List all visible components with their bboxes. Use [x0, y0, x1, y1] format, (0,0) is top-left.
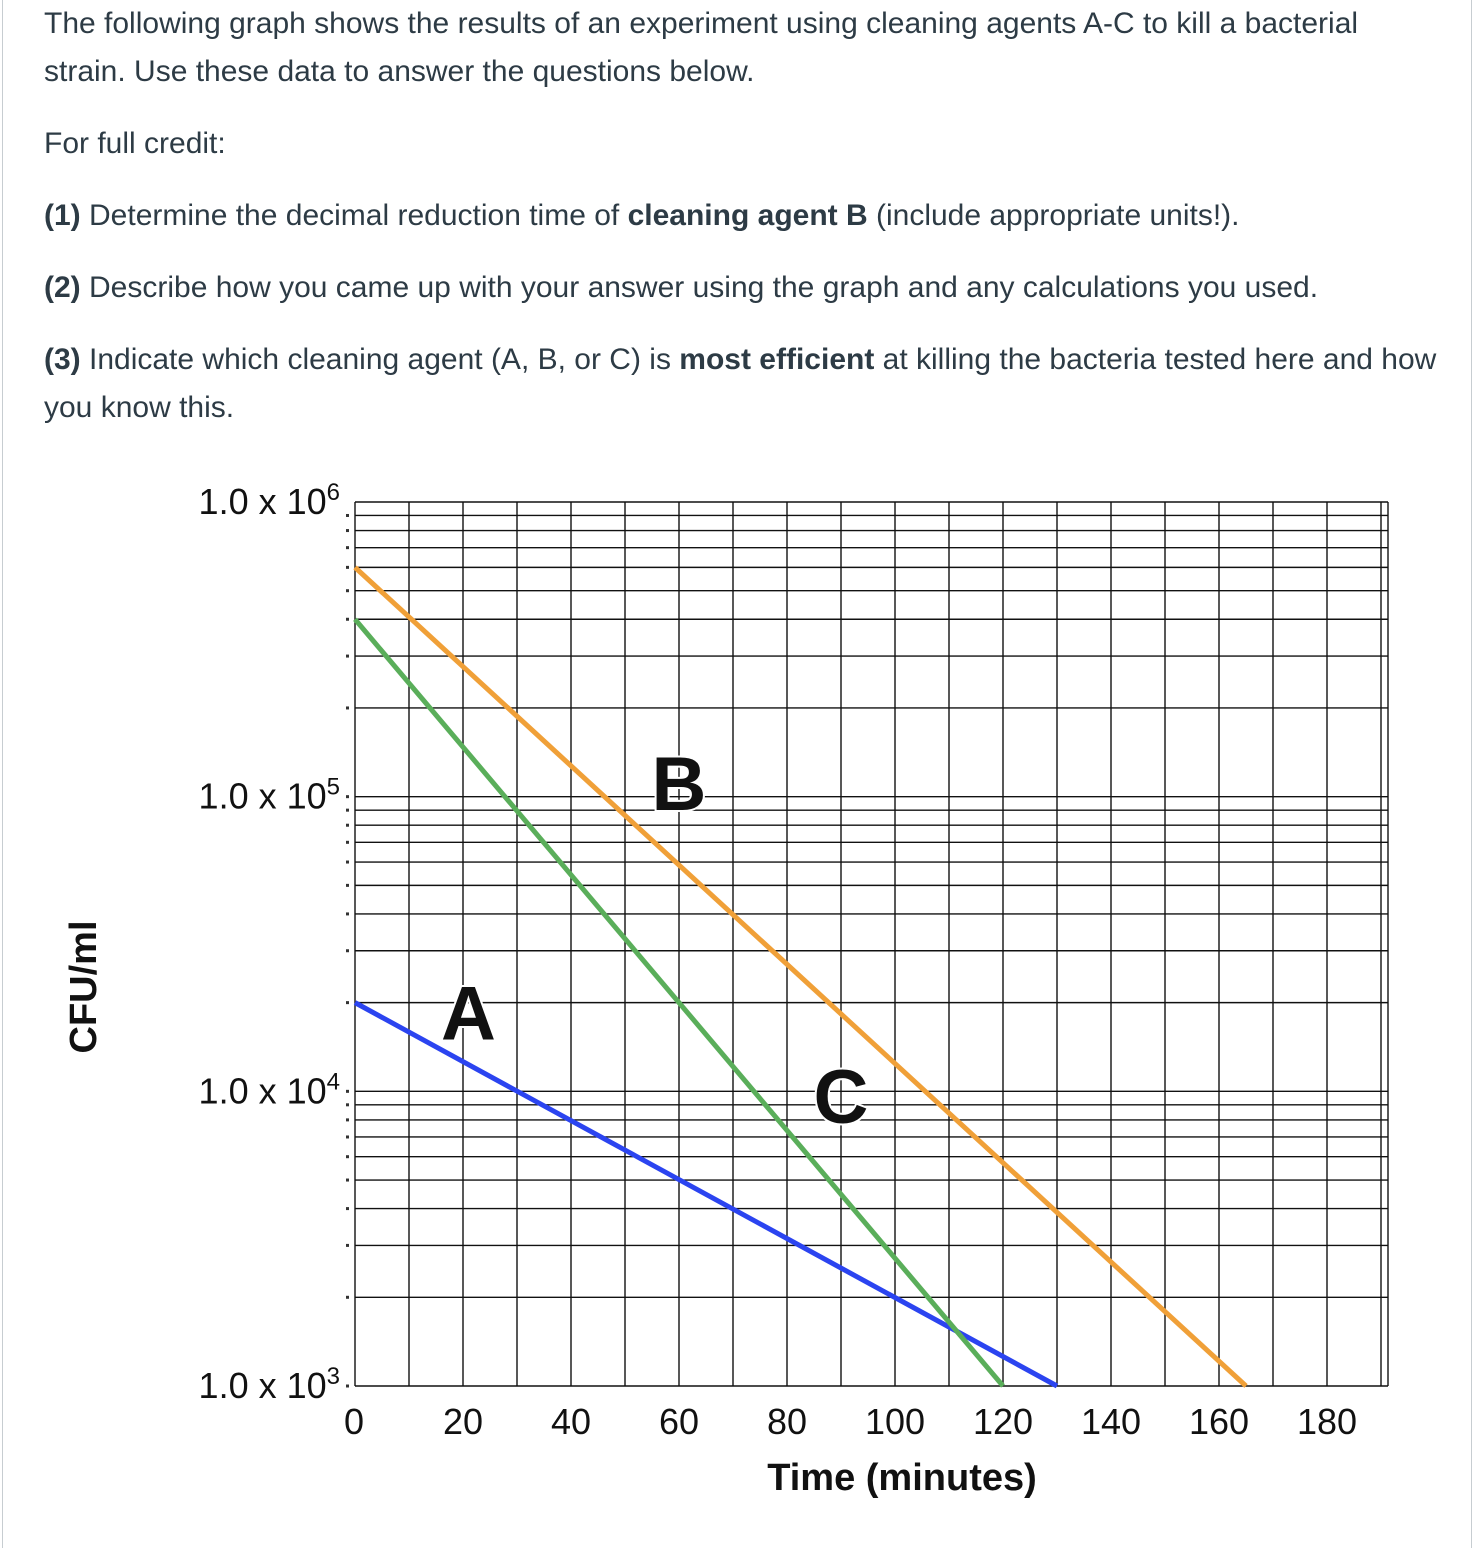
y-minor-tick	[346, 912, 349, 915]
y-minor-tick	[346, 618, 349, 621]
y-tick-exponent: 6	[326, 479, 340, 506]
y-minor-tick	[346, 1179, 349, 1182]
y-minor-tick	[346, 1244, 349, 1247]
y-tick-label	[199, 479, 340, 522]
question-text-part: at killing the bacteria tested here and how you know this.	[44, 343, 1437, 424]
x-tick-label: 20	[442, 1401, 484, 1442]
question-text-part: cleaning agent B	[627, 199, 868, 232]
y-minor-tick	[346, 809, 349, 812]
y-tick-mantissa: 1.0 x 10	[198, 1365, 327, 1406]
question-text-part: (include appropriate units!).	[867, 199, 1240, 232]
y-minor-tick	[346, 1090, 349, 1093]
y-minor-tick	[346, 1118, 349, 1121]
series-label-b: B	[651, 742, 707, 828]
x-tick-label: 0	[343, 1401, 365, 1442]
y-tick-exponent: 5	[326, 773, 340, 801]
x-tick-label: 180	[1296, 1401, 1358, 1442]
question-number: (2)	[44, 271, 81, 304]
y-tick-label	[199, 1068, 340, 1111]
y-minor-tick	[346, 1296, 349, 1299]
x-tick-label: 80	[766, 1401, 808, 1442]
y-minor-tick	[346, 949, 349, 952]
y-minor-tick	[346, 1207, 349, 1210]
y-tick-exponent: 3	[326, 1363, 340, 1390]
y-minor-tick	[346, 841, 349, 844]
y-minor-tick	[346, 566, 349, 569]
y-minor-tick	[346, 546, 349, 549]
series-label-c: C	[813, 1055, 869, 1141]
chart-grid	[346, 502, 1388, 1388]
question-text-part: most efficient	[679, 343, 875, 376]
y-axis-title: CFU/ml	[63, 920, 105, 1054]
x-axis-title: Time (minutes)	[767, 1457, 1037, 1499]
y-minor-tick	[346, 824, 349, 827]
y-tick-label	[199, 774, 340, 817]
y-minor-tick	[346, 795, 349, 798]
question-intro: The following graph shows the results of an experiment using cleaning agents A-C to kill a bacterial strain. Use these data to answer the questions below.	[44, 7, 1359, 88]
y-minor-tick	[346, 1001, 349, 1004]
question-text-part: Determine the decimal reduction time of	[80, 199, 628, 232]
y-minor-tick	[346, 1155, 349, 1158]
y-minor-tick	[346, 529, 349, 532]
y-tick-mantissa: 1.0 x 10	[198, 775, 327, 817]
y-minor-tick	[346, 861, 349, 864]
x-tick-label: 140	[1080, 1401, 1142, 1442]
y-minor-tick	[346, 514, 349, 517]
question-credit: For full credit:	[44, 127, 226, 160]
y-tick-exponent: 4	[326, 1068, 340, 1096]
x-tick-label: 60	[658, 1401, 700, 1442]
x-tick-label: 160	[1188, 1401, 1250, 1442]
question-number: (3)	[44, 343, 81, 376]
x-tick-label: 40	[550, 1401, 592, 1442]
question-number: (1)	[44, 199, 81, 232]
y-minor-tick	[346, 1103, 349, 1106]
y-tick-label	[199, 1363, 340, 1406]
y-tick-mantissa: 1.0 x 10	[198, 1070, 327, 1112]
question-text-part: Indicate which cleaning agent (A, B, or C) is	[80, 343, 680, 376]
y-minor-tick	[346, 655, 349, 658]
question-text-part: Describe how you came up with your answer using the graph and any calculations you used.	[80, 271, 1319, 304]
y-minor-tick	[346, 1135, 349, 1138]
series-label-a: A	[440, 971, 496, 1057]
y-minor-tick	[346, 1385, 349, 1388]
y-minor-tick	[346, 589, 349, 592]
x-tick-label: 120	[972, 1401, 1034, 1442]
chart-labels	[63, 479, 1357, 1499]
y-minor-tick	[346, 706, 349, 709]
y-tick-mantissa: 1.0 x 10	[198, 481, 327, 522]
y-minor-tick	[346, 884, 349, 887]
x-tick-label: 100	[864, 1401, 926, 1442]
